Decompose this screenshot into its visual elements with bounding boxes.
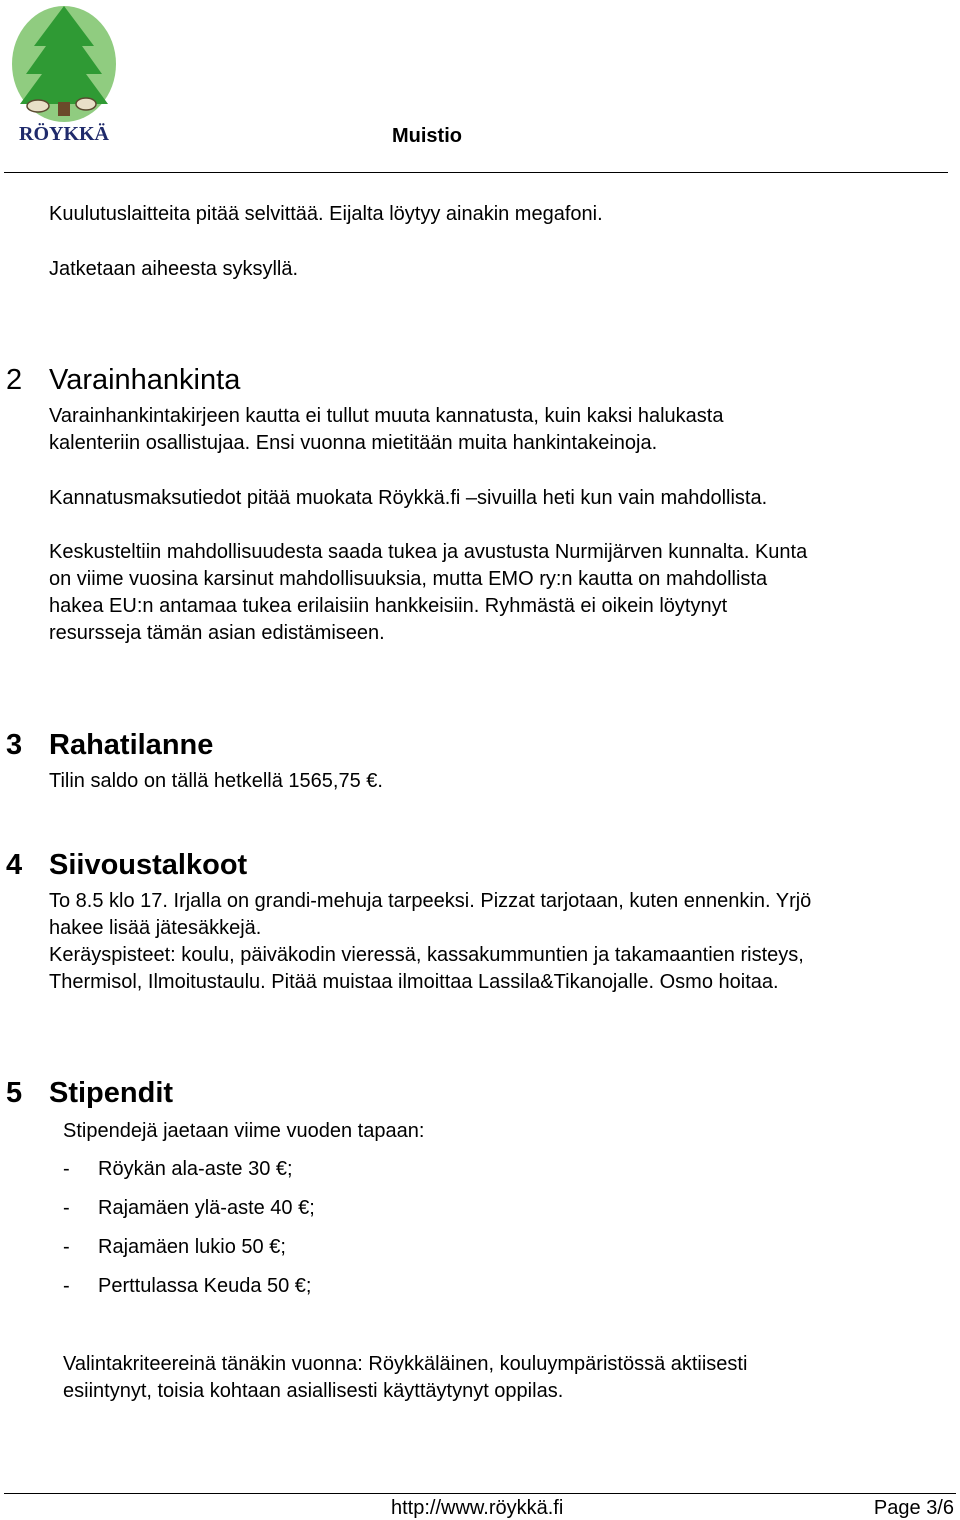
paragraph: Keskusteltiin mahdollisuudesta saada tukea ja avustusta Nurmijärven kunnalta. Kunta xyxy=(49,541,808,563)
footer-divider xyxy=(4,1493,956,1494)
list-dash: - xyxy=(63,1236,70,1258)
paragraph: hakea EU:n antamaa tukea erilaisiin hankkeisiin. Ryhmästä ei oikein löytynyt xyxy=(49,595,728,617)
section-number: 5 xyxy=(6,1077,23,1109)
paragraph: Kannatusmaksutiedot pitää muokata Röykkä.fi –sivuilla heti kun vain mahdollista. xyxy=(49,487,768,509)
paragraph: esiintynyt, toisia kohtaan asiallisesti käyttäytynyt oppilas. xyxy=(63,1380,564,1402)
section-heading xyxy=(6,728,213,762)
list-item-text: Rajamäen lukio 50 €; xyxy=(98,1236,286,1258)
section-title: Varainhankinta xyxy=(49,364,241,396)
list-item xyxy=(63,1273,311,1300)
section-number: 2 xyxy=(6,364,23,396)
royykka-logo xyxy=(4,2,124,150)
list-item-text: Perttulassa Keuda 50 €; xyxy=(98,1275,312,1297)
paragraph: Keräyspisteet: koulu, päiväkodin vieressä, kassakummuntien ja takamaantien risteys, xyxy=(49,944,804,966)
paragraph: Valintakriteereinä tänäkin vuonna: Röykkäläinen, kouluympäristössä aktiisesti xyxy=(63,1353,748,1375)
list-item xyxy=(63,1195,315,1222)
list-dash: - xyxy=(63,1197,70,1219)
paragraph: Thermisol, Ilmoitustaulu. Pitää muistaa ilmoittaa Lassila&Tikanojalle. Osmo hoitaa. xyxy=(49,971,779,993)
section-title: Siivoustalkoot xyxy=(49,849,248,881)
list-item-text: Rajamäen ylä-aste 40 €; xyxy=(98,1197,315,1219)
list-item-text: Röykän ala-aste 30 €; xyxy=(98,1158,293,1180)
section-number: 4 xyxy=(6,849,23,881)
paragraph: To 8.5 klo 17. Irjalla on grandi-mehuja tarpeeksi. Pizzat tarjotaan, kuten ennenkin. Yrjö xyxy=(49,890,812,912)
paragraph: kalenteriin osallistujaa. Ensi vuonna mietitään muita hankintakeinoja. xyxy=(49,432,658,454)
paragraph: Stipendejä jaetaan viime vuoden tapaan: xyxy=(63,1120,425,1142)
list-dash: - xyxy=(63,1275,70,1297)
section-heading xyxy=(6,1076,173,1110)
paragraph: Tilin saldo on tällä hetkellä 1565,75 €. xyxy=(49,770,383,792)
section-heading xyxy=(6,363,240,397)
list-item xyxy=(63,1234,286,1261)
list-dash: - xyxy=(63,1158,70,1180)
document-title: Muistio xyxy=(392,125,462,147)
page-number: Page 3/6 xyxy=(873,1497,954,1519)
paragraph: on viime vuosina karsinut mahdollisuuksia, mutta EMO ry:n kautta on mahdollista xyxy=(49,568,768,590)
header-divider xyxy=(4,172,948,173)
section-title: Rahatilanne xyxy=(49,729,214,761)
list-item xyxy=(63,1156,293,1183)
section-number: 3 xyxy=(6,729,23,761)
logo-text: RÖYKKÄ xyxy=(19,123,109,145)
paragraph: Jatketaan aiheesta syksyllä. xyxy=(49,258,299,280)
paragraph: resursseja tämän asian edistämiseen. xyxy=(49,622,385,644)
footer-url: http://www.röykkä.fi xyxy=(391,1497,564,1519)
paragraph: Kuulutuslaitteita pitää selvittää. Eijalta löytyy ainakin megafoni. xyxy=(49,203,603,225)
section-heading xyxy=(6,848,247,882)
paragraph: hakee lisää jätesäkkejä. xyxy=(49,917,262,939)
paragraph: Varainhankintakirjeen kautta ei tullut muuta kannatusta, kuin kaksi halukasta xyxy=(49,405,724,427)
tree-logo-icon xyxy=(4,2,124,150)
section-title: Stipendit xyxy=(49,1077,174,1109)
